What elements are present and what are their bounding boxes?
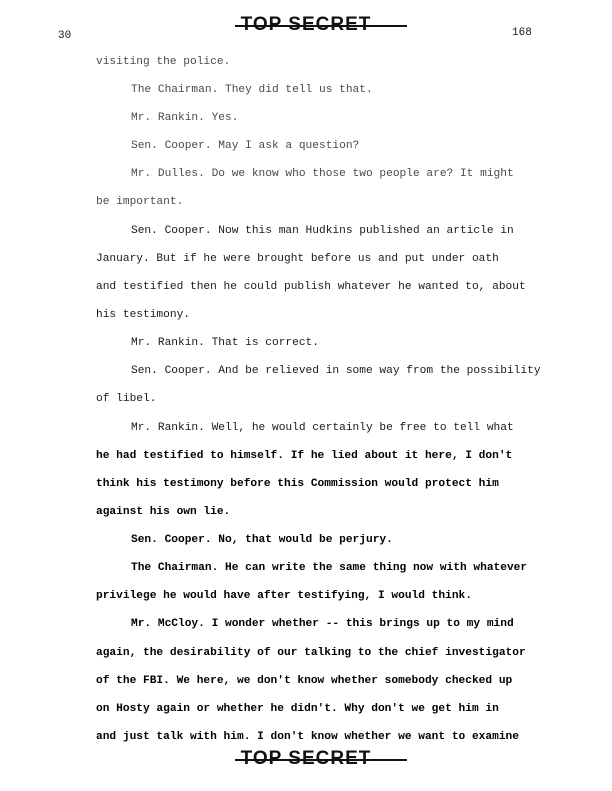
transcript-line: Mr. Rankin. Yes. — [131, 112, 239, 124]
transcript-line: Mr. Dulles. Do we know who those two people are? It might — [131, 168, 514, 180]
transcript-line: visiting the police. — [96, 56, 231, 68]
transcript-line: The Chairman. They did tell us that. — [131, 84, 373, 96]
transcript-line: Mr. McCloy. I wonder whether -- this brings up to my mind — [131, 618, 514, 630]
transcript-line: privilege he would have after testifying, I would think. — [96, 590, 472, 602]
strikethrough-line — [235, 759, 408, 761]
transcript-line: against his own lie. — [96, 506, 231, 518]
transcript-line: Mr. Rankin. Well, he would certainly be free to tell what — [131, 422, 514, 434]
transcript-line: on Hosty again or whether he didn't. Why don't we get him in — [96, 703, 499, 715]
top-secret-stamp-header — [0, 14, 612, 36]
transcript-line: of the FBI. We here, we don't know whether somebody checked up — [96, 675, 513, 687]
transcript-line: The Chairman. He can write the same thing now with whatever — [131, 562, 528, 574]
transcript-line: January. But if he were brought before us and put under oath — [96, 253, 499, 265]
page-number-right: 168 — [512, 27, 532, 39]
transcript-line: and testified then he could publish whatever he wanted to, about — [96, 281, 526, 293]
transcript-line: again, the desirability of our talking to the chief investigator — [96, 647, 526, 659]
top-secret-stamp-footer — [0, 748, 612, 770]
transcript-line: Sen. Cooper. May I ask a question? — [131, 140, 360, 152]
transcript-line: Sen. Cooper. Now this man Hudkins published an article in — [131, 225, 514, 237]
strikethrough-line — [235, 25, 408, 27]
transcript-line: think his testimony before this Commission would protect him — [96, 478, 499, 490]
page-number-left: 30 — [58, 30, 72, 42]
transcript-line: Mr. Rankin. That is correct. — [131, 337, 319, 349]
transcript-line: and just talk with him. I don't know whether we want to examine — [96, 731, 519, 743]
transcript-line: he had testified to himself. If he lied about it here, I don't — [96, 450, 513, 462]
transcript-line: be important. — [96, 196, 184, 208]
transcript-line: his testimony. — [96, 309, 190, 321]
transcript-line: Sen. Cooper. No, that would be perjury. — [131, 534, 393, 546]
transcript-line: Sen. Cooper. And be relieved in some way from the possibility — [131, 365, 541, 377]
transcript-line: of libel. — [96, 393, 157, 405]
